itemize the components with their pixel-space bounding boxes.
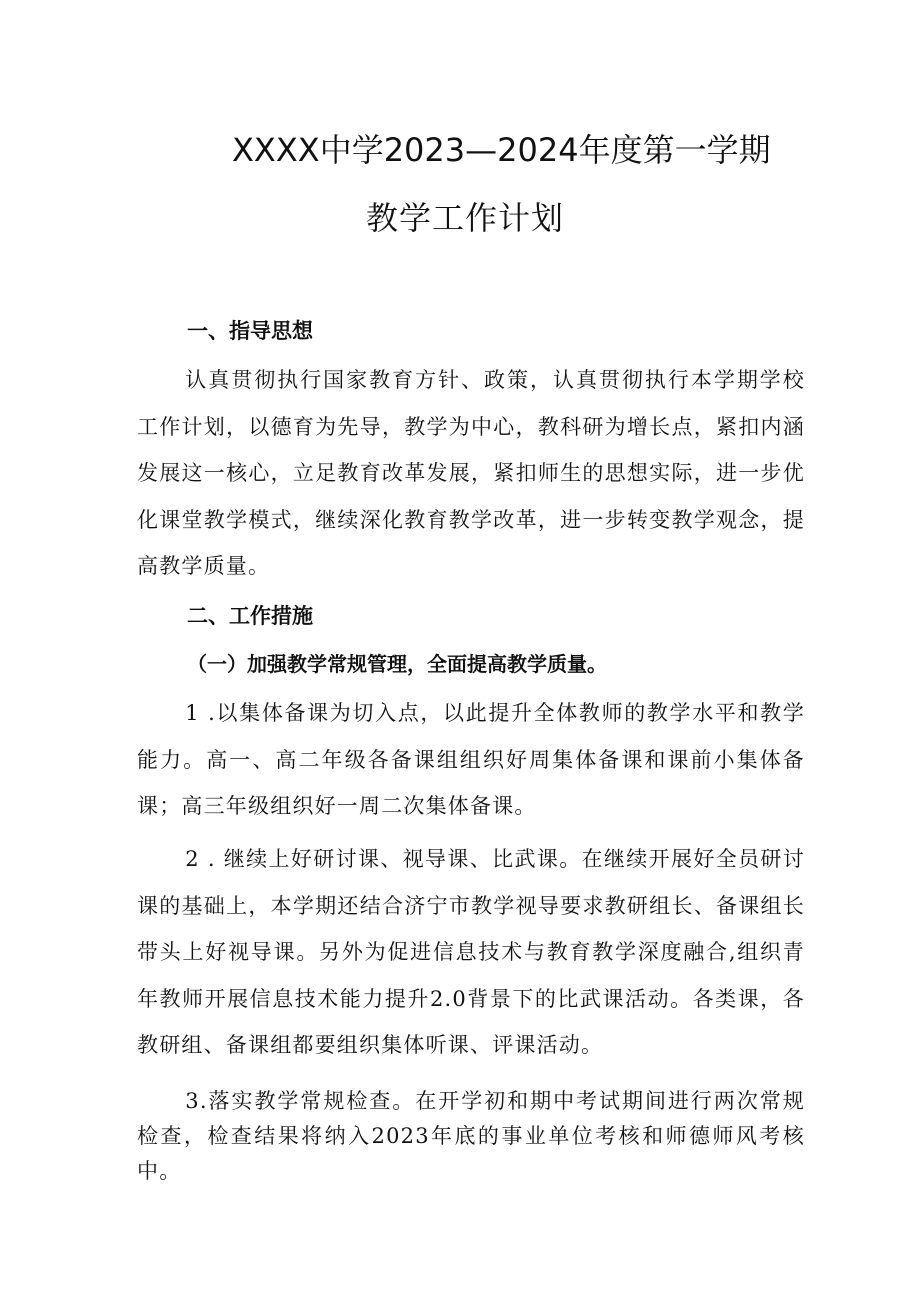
section1-paragraph: 认真贯彻执行国家教育方针、政策，认真贯彻执行本学期学校工作计划，以德育为先导，教学为中心，教科研为增长点，紧扣内涵发展这一核心，立足教育改革发展，紧扣师生的思想实际，进一步优化课堂教学模式，继续深化教育教学改革，进一步转变教学观念，提高教学质量。	[137, 368, 805, 578]
section2-item1: 1 .以集体备课为切入点，以此提升全体教师的教学水平和教学能力。高一、高二年级各备课组组织好周集体备课和课前小集体备课；高三年级组织好一周二次集体备课。	[137, 701, 805, 818]
document-title-line1: XXXX中学2023—2024年度第一学期	[232, 131, 771, 169]
section2-item2: 2 . 继续上好研讨课、视导课、比武课。在继续开展好全员研讨课的基础上，本学期还结合济宁市教学视导要求教研组长、备课组长带头上好视导课。另外为促进信息技术与教育教学深度融合,组织青年教师开展信息技术能力提升2.0背景下的比武课活动。各类课，各教研组、备课组都要组织集体听课、评课活动。	[137, 847, 805, 1057]
section2-heading: 二、工作措施	[187, 604, 313, 628]
section2-item3: 3.落实教学常规检查。在开学初和期中考试期间进行两次常规检查，检查结果将纳入2023年底的事业单位考核和师德师风考核中。	[137, 1089, 805, 1183]
section1-heading: 一、指导思想	[187, 319, 313, 343]
section2-subheading: （一）加强教学常规管理，全面提高教学质量。	[187, 652, 607, 676]
document-title-line2: 教学工作计划	[366, 199, 565, 237]
